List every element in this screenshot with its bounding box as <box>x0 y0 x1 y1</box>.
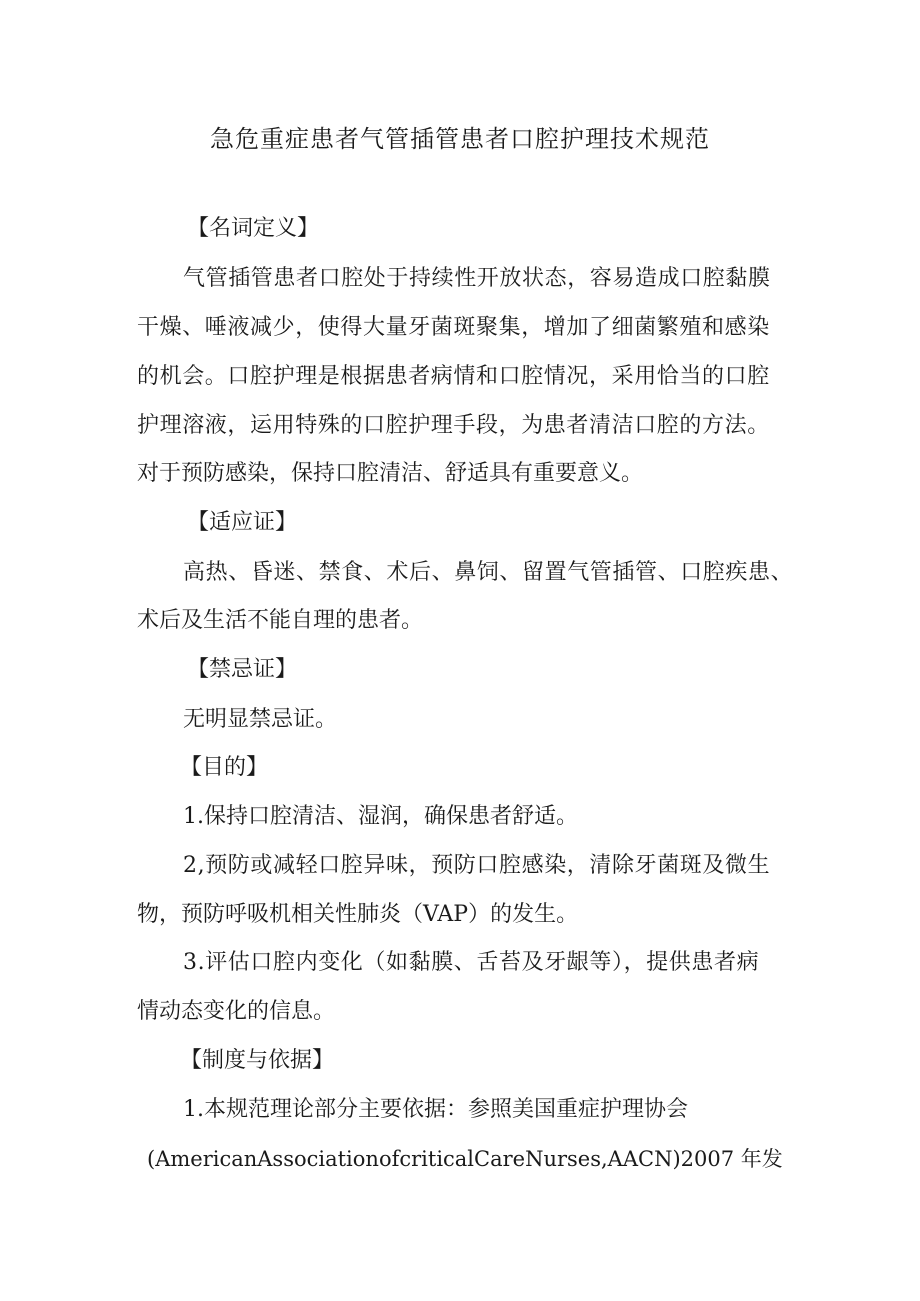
document-title: 急危重症患者气管插管患者口腔护理技术规范 <box>210 125 710 153</box>
paragraph-line: 高热、昏迷、禁食、术后、鼻饲、留置气管插管、口腔疾患、 <box>183 560 794 585</box>
paragraph-line: 气管插管患者口腔处于持续性开放状态，容易造成口腔黏膜 <box>183 266 771 291</box>
paragraph-line: 3.评估口腔内变化（如黏膜、舌苔及牙龈等），提供患者病 <box>183 950 760 975</box>
paragraph-line: 干燥、唾液减少，使得大量牙菌斑聚集，增加了细菌繁殖和感染 <box>137 315 770 340</box>
section-heading-indications: 【适应证】 <box>187 510 298 535</box>
paragraph-line: (AmericanAssociationofcriticalCareNurses,AACN)2007 年发 <box>147 1147 783 1171</box>
paragraph-line: 1.本规范理论部分主要依据：参照美国重症护理协会 <box>183 1097 688 1122</box>
paragraph-line: 情动态变化的信息。 <box>137 999 336 1024</box>
section-heading-basis: 【制度与依据】 <box>180 1048 335 1073</box>
paragraph-line: 无明显禁忌证。 <box>183 707 338 732</box>
paragraph-line: 术后及生活不能自理的患者。 <box>137 608 424 633</box>
paragraph-line: 2,预防或减轻口腔异味，预防口腔感染，清除牙菌斑及微生 <box>183 853 771 878</box>
section-heading-definition: 【名词定义】 <box>187 216 320 241</box>
paragraph-line: 物，预防呼吸机相关性肺炎（VAP）的发生。 <box>137 902 579 927</box>
paragraph-line: 1.保持口腔清洁、湿润，确保患者舒适。 <box>183 804 578 829</box>
section-heading-contraindications: 【禁忌证】 <box>187 657 298 682</box>
paragraph-line: 护理溶液，运用特殊的口腔护理手段，为患者清洁口腔的方法。 <box>137 413 770 438</box>
paragraph-line: 的机会。口腔护理是根据患者病情和口腔情况，采用恰当的口腔 <box>137 364 770 389</box>
paragraph-line: 对于预防感染，保持口腔清洁、舒适具有重要意义。 <box>137 461 644 486</box>
section-heading-purpose: 【目的】 <box>180 755 269 780</box>
